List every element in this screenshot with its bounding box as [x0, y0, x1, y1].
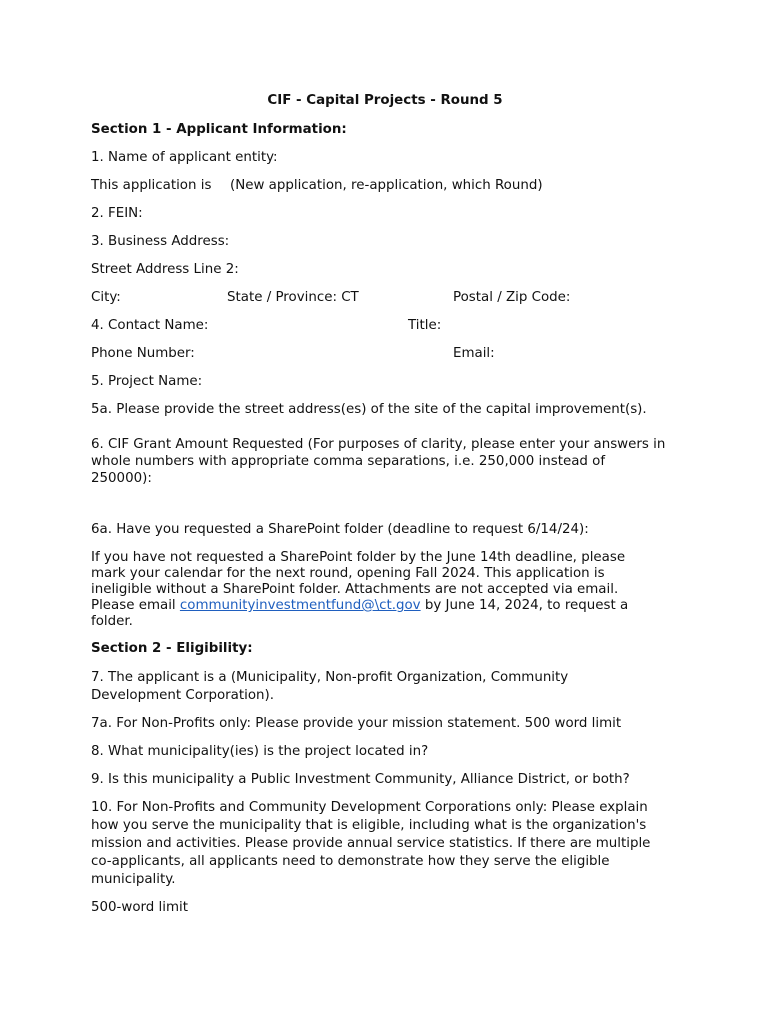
question-10-line-5: municipality. — [91, 872, 176, 887]
state-label: State / Province: CT — [227, 290, 359, 305]
contact-title-label: Title: — [408, 318, 442, 333]
question-10-line-3: mission and activities. Please provide annual service statistics. If there are multiple — [91, 836, 651, 851]
document-title: CIF - Capital Projects - Round 5 — [267, 93, 503, 108]
sharepoint-note-prefix: Please email — [91, 598, 180, 613]
sharepoint-note-line-1: If you have not requested a SharePoint folder by the June 14th deadline, please — [91, 550, 626, 565]
question-10-line-4: co-applicants, all applicants need to demonstrate how they serve the eligible — [91, 854, 610, 869]
question-2-label: 2. FEIN: — [91, 206, 143, 221]
question-6a-label: 6a. Have you requested a SharePoint folder (deadline to request 6/14/24): — [91, 522, 589, 537]
question-6-line-2: whole numbers with appropriate comma separations, i.e. 250,000 instead of — [91, 454, 606, 469]
question-10-line-2: how you serve the municipality that is eligible, including what is the organization's — [91, 818, 647, 833]
section-1-heading: Section 1 - Applicant Information: — [91, 122, 347, 137]
question-9-label: 9. Is this municipality a Public Investment Community, Alliance District, or both? — [91, 772, 630, 787]
application-type-row — [91, 178, 543, 194]
question-3-label: 3. Business Address: — [91, 234, 230, 249]
question-8-label: 8. What municipality(ies) is the project located in? — [91, 744, 429, 759]
question-5a-label: 5a. Please provide the street address(es) of the site of the capital improvement(s). — [91, 402, 647, 417]
sharepoint-note-line-2: mark your calendar for the next round, opening Fall 2024. This application is — [91, 566, 605, 581]
email-label: Email: — [453, 346, 495, 361]
sharepoint-note-suffix: by June 14, 2024, to request a — [420, 598, 629, 613]
section-2-heading: Section 2 - Eligibility: — [91, 641, 253, 656]
sharepoint-note-line-3: ineligible without a SharePoint folder. Attachments are not accepted via email. — [91, 582, 619, 597]
phone-number-label: Phone Number: — [91, 346, 195, 361]
question-4-label: 4. Contact Name: — [91, 318, 209, 333]
sharepoint-note-line-4 — [91, 598, 628, 614]
question-7-line-2: Development Corporation). — [91, 688, 274, 703]
application-type-options: (New application, re-application, which Round) — [229, 178, 543, 193]
question-7a-label: 7a. For Non-Profits only: Please provide your mission statement. 500 word limit — [91, 716, 622, 731]
cif-email-link[interactable]: communityinvestmentfund@\ct.gov — [179, 598, 421, 613]
question-6-line-1: 6. CIF Grant Amount Requested (For purposes of clarity, please enter your answers in — [91, 437, 666, 452]
city-label: City: — [91, 290, 121, 305]
question-7-line-1: 7. The applicant is a (Municipality, Non-profit Organization, Community — [91, 670, 569, 685]
word-limit-note: 500-word limit — [91, 900, 189, 915]
application-is-label: This application is — [91, 178, 212, 193]
postal-code-label: Postal / Zip Code: — [453, 290, 571, 305]
street-line-2-label: Street Address Line 2: — [91, 262, 239, 277]
question-6-line-3: 250000): — [91, 471, 152, 486]
sharepoint-note-line-5: folder. — [91, 614, 133, 629]
question-10-line-1: 10. For Non-Profits and Community Development Corporations only: Please explain — [91, 800, 648, 815]
question-1-label: 1. Name of applicant entity: — [91, 150, 278, 165]
question-5-label: 5. Project Name: — [91, 374, 203, 389]
